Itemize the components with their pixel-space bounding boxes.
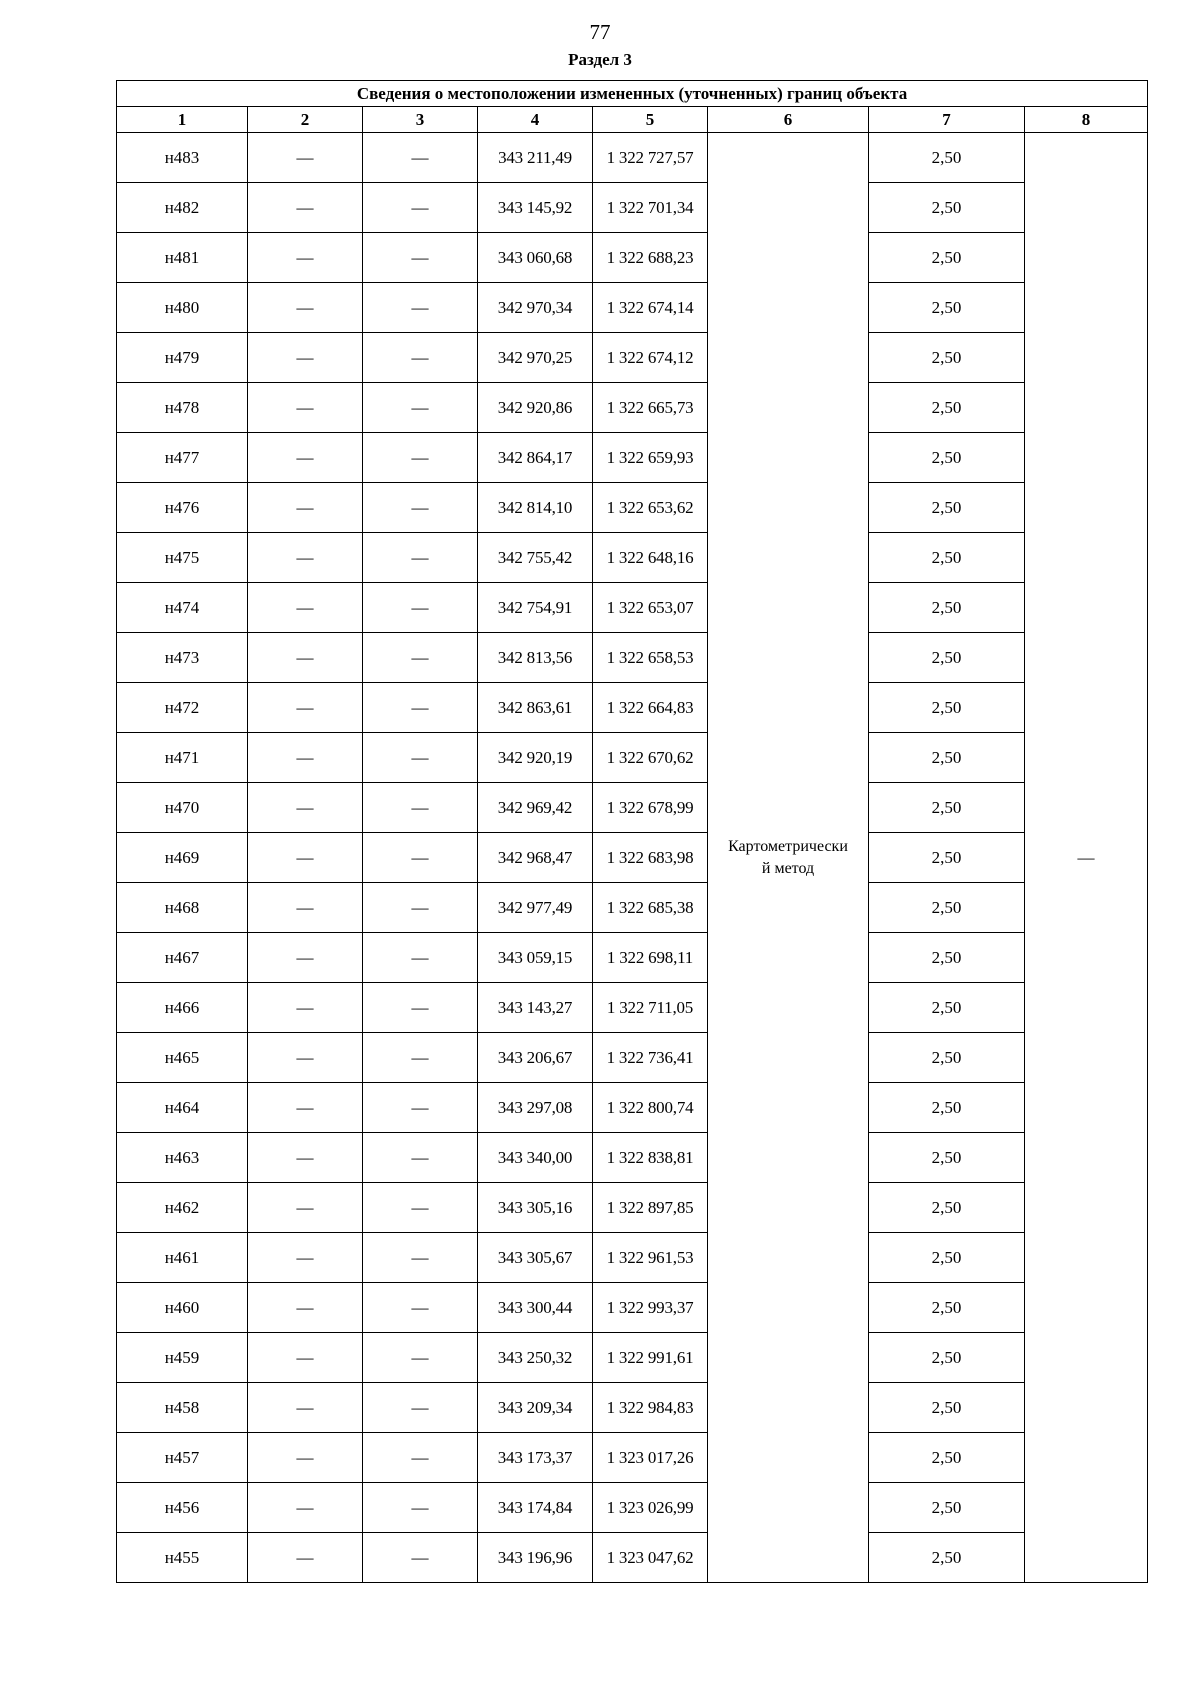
col2-cell: —	[248, 733, 363, 783]
table-row	[117, 883, 1148, 933]
table-row	[117, 1183, 1148, 1233]
page-number: 77	[589, 20, 611, 44]
y-coordinate-cell: 1 322 897,85	[593, 1183, 708, 1233]
x-coordinate-cell: 343 250,32	[478, 1333, 593, 1383]
col2-cell: —	[248, 933, 363, 983]
x-coordinate-cell: 342 970,34	[478, 283, 593, 333]
table-row	[117, 183, 1148, 233]
accuracy-cell: 2,50	[869, 983, 1025, 1033]
point-id-cell: н455	[117, 1533, 248, 1583]
x-coordinate-cell: 343 300,44	[478, 1283, 593, 1333]
y-coordinate-cell: 1 322 800,74	[593, 1083, 708, 1133]
column-number-row	[117, 107, 1148, 133]
col2-cell: —	[248, 1483, 363, 1533]
col2-cell: —	[248, 1233, 363, 1283]
col2-cell: —	[248, 383, 363, 433]
column-number: 8	[1025, 107, 1148, 133]
column-number: 4	[478, 107, 593, 133]
x-coordinate-cell: 343 305,67	[478, 1233, 593, 1283]
method-cell: Картометрически й метод	[708, 133, 869, 1583]
accuracy-cell: 2,50	[869, 433, 1025, 483]
point-id-cell: н483	[117, 133, 248, 183]
accuracy-cell: 2,50	[869, 1383, 1025, 1433]
x-coordinate-cell: 343 340,00	[478, 1133, 593, 1183]
y-coordinate-cell: 1 322 711,05	[593, 983, 708, 1033]
y-coordinate-cell: 1 322 685,38	[593, 883, 708, 933]
col2-cell: —	[248, 1383, 363, 1433]
col3-cell: —	[363, 933, 478, 983]
table-row	[117, 533, 1148, 583]
x-coordinate-cell: 342 813,56	[478, 633, 593, 683]
col3-cell: —	[363, 383, 478, 433]
point-id-cell: н468	[117, 883, 248, 933]
x-coordinate-cell: 343 305,16	[478, 1183, 593, 1233]
col3-cell: —	[363, 1533, 478, 1583]
x-coordinate-cell: 342 814,10	[478, 483, 593, 533]
accuracy-cell: 2,50	[869, 733, 1025, 783]
table-row	[117, 983, 1148, 1033]
accuracy-cell: 2,50	[869, 933, 1025, 983]
table-row	[117, 283, 1148, 333]
col3-cell: —	[363, 1483, 478, 1533]
col2-cell: —	[248, 783, 363, 833]
col2-cell: —	[248, 433, 363, 483]
col2-cell: —	[248, 283, 363, 333]
point-id-cell: н479	[117, 333, 248, 383]
table-row	[117, 583, 1148, 633]
accuracy-cell: 2,50	[869, 633, 1025, 683]
col3-cell: —	[363, 683, 478, 733]
accuracy-cell: 2,50	[869, 1033, 1025, 1083]
accuracy-cell: 2,50	[869, 383, 1025, 433]
col2-cell: —	[248, 1333, 363, 1383]
column-number: 2	[248, 107, 363, 133]
col3-cell: —	[363, 583, 478, 633]
col2-cell: —	[248, 333, 363, 383]
table-caption: Сведения о местоположении измененных (уточненных) границ объекта	[117, 81, 1148, 107]
accuracy-cell: 2,50	[869, 183, 1025, 233]
accuracy-cell: 2,50	[869, 1133, 1025, 1183]
table-row	[117, 833, 1148, 883]
y-coordinate-cell: 1 323 017,26	[593, 1433, 708, 1483]
x-coordinate-cell: 342 755,42	[478, 533, 593, 583]
point-id-cell: н469	[117, 833, 248, 883]
point-id-cell: н482	[117, 183, 248, 233]
y-coordinate-cell: 1 322 658,53	[593, 633, 708, 683]
y-coordinate-cell: 1 322 665,73	[593, 383, 708, 433]
accuracy-cell: 2,50	[869, 533, 1025, 583]
point-id-cell: н480	[117, 283, 248, 333]
column-number: 3	[363, 107, 478, 133]
col2-cell: —	[248, 1283, 363, 1333]
col3-cell: —	[363, 1433, 478, 1483]
col3-cell: —	[363, 1333, 478, 1383]
table-row	[117, 433, 1148, 483]
y-coordinate-cell: 1 322 984,83	[593, 1383, 708, 1433]
col3-cell: —	[363, 433, 478, 483]
x-coordinate-cell: 343 173,37	[478, 1433, 593, 1483]
col3-cell: —	[363, 183, 478, 233]
col2-cell: —	[248, 483, 363, 533]
x-coordinate-cell: 342 864,17	[478, 433, 593, 483]
col2-cell: —	[248, 233, 363, 283]
col2-cell: —	[248, 183, 363, 233]
accuracy-cell: 2,50	[869, 683, 1025, 733]
column-number: 5	[593, 107, 708, 133]
y-coordinate-cell: 1 322 653,07	[593, 583, 708, 633]
y-coordinate-cell: 1 322 993,37	[593, 1283, 708, 1333]
col3-cell: —	[363, 483, 478, 533]
accuracy-cell: 2,50	[869, 1483, 1025, 1533]
col3-cell: —	[363, 1133, 478, 1183]
accuracy-cell: 2,50	[869, 283, 1025, 333]
y-coordinate-cell: 1 322 683,98	[593, 833, 708, 883]
point-id-cell: н478	[117, 383, 248, 433]
point-id-cell: н473	[117, 633, 248, 683]
col2-cell: —	[248, 883, 363, 933]
x-coordinate-cell: 342 920,19	[478, 733, 593, 783]
col2-cell: —	[248, 1183, 363, 1233]
x-coordinate-cell: 342 977,49	[478, 883, 593, 933]
x-coordinate-cell: 343 196,96	[478, 1533, 593, 1583]
x-coordinate-cell: 342 920,86	[478, 383, 593, 433]
point-id-cell: н460	[117, 1283, 248, 1333]
x-coordinate-cell: 343 174,84	[478, 1483, 593, 1533]
point-id-cell: н467	[117, 933, 248, 983]
col3-cell: —	[363, 1233, 478, 1283]
table-row	[117, 1133, 1148, 1183]
table-row	[117, 383, 1148, 433]
x-coordinate-cell: 343 209,34	[478, 1383, 593, 1433]
section-title: Раздел 3	[568, 50, 632, 69]
col2-cell: —	[248, 983, 363, 1033]
x-coordinate-cell: 343 145,92	[478, 183, 593, 233]
point-id-cell: н457	[117, 1433, 248, 1483]
col2-cell: —	[248, 1133, 363, 1183]
col3-cell: —	[363, 633, 478, 683]
col3-cell: —	[363, 1083, 478, 1133]
column-number: 6	[708, 107, 869, 133]
accuracy-cell: 2,50	[869, 833, 1025, 883]
point-id-cell: н466	[117, 983, 248, 1033]
y-coordinate-cell: 1 322 701,34	[593, 183, 708, 233]
y-coordinate-cell: 1 322 698,11	[593, 933, 708, 983]
table-row	[117, 1033, 1148, 1083]
point-id-cell: н458	[117, 1383, 248, 1433]
table-row	[117, 1233, 1148, 1283]
x-coordinate-cell: 343 206,67	[478, 1033, 593, 1083]
accuracy-cell: 2,50	[869, 1233, 1025, 1283]
accuracy-cell: 2,50	[869, 1433, 1025, 1483]
y-coordinate-cell: 1 322 727,57	[593, 133, 708, 183]
y-coordinate-cell: 1 322 670,62	[593, 733, 708, 783]
accuracy-cell: 2,50	[869, 1533, 1025, 1583]
column-number: 1	[117, 107, 248, 133]
table-row	[117, 1383, 1148, 1433]
col3-cell: —	[363, 1183, 478, 1233]
x-coordinate-cell: 343 143,27	[478, 983, 593, 1033]
col2-cell: —	[248, 633, 363, 683]
point-id-cell: н472	[117, 683, 248, 733]
point-id-cell: н476	[117, 483, 248, 533]
accuracy-cell: 2,50	[869, 783, 1025, 833]
table-row	[117, 1283, 1148, 1333]
col3-cell: —	[363, 233, 478, 283]
accuracy-cell: 2,50	[869, 1333, 1025, 1383]
table-row	[117, 333, 1148, 383]
point-id-cell: н459	[117, 1333, 248, 1383]
table-row	[117, 133, 1148, 183]
col2-cell: —	[248, 833, 363, 883]
point-id-cell: н465	[117, 1033, 248, 1083]
y-coordinate-cell: 1 323 047,62	[593, 1533, 708, 1583]
x-coordinate-cell: 342 754,91	[478, 583, 593, 633]
accuracy-cell: 2,50	[869, 333, 1025, 383]
x-coordinate-cell: 342 970,25	[478, 333, 593, 383]
point-id-cell: н471	[117, 733, 248, 783]
col3-cell: —	[363, 833, 478, 883]
point-id-cell: н477	[117, 433, 248, 483]
col3-cell: —	[363, 333, 478, 383]
x-coordinate-cell: 343 060,68	[478, 233, 593, 283]
y-coordinate-cell: 1 322 659,93	[593, 433, 708, 483]
col3-cell: —	[363, 1383, 478, 1433]
x-coordinate-cell: 342 969,42	[478, 783, 593, 833]
y-coordinate-cell: 1 322 674,12	[593, 333, 708, 383]
col2-cell: —	[248, 1533, 363, 1583]
accuracy-cell: 2,50	[869, 133, 1025, 183]
boundary-coordinates-table	[116, 80, 1148, 1583]
table-body	[117, 133, 1148, 1583]
col3-cell: —	[363, 283, 478, 333]
y-coordinate-cell: 1 322 991,61	[593, 1333, 708, 1383]
table-row	[117, 1083, 1148, 1133]
x-coordinate-cell: 343 059,15	[478, 933, 593, 983]
column-number: 7	[869, 107, 1025, 133]
table-row	[117, 233, 1148, 283]
y-coordinate-cell: 1 322 736,41	[593, 1033, 708, 1083]
col2-cell: —	[248, 583, 363, 633]
col3-cell: —	[363, 733, 478, 783]
y-coordinate-cell: 1 322 678,99	[593, 783, 708, 833]
y-coordinate-cell: 1 323 026,99	[593, 1483, 708, 1533]
y-coordinate-cell: 1 322 664,83	[593, 683, 708, 733]
point-id-cell: н463	[117, 1133, 248, 1183]
col2-cell: —	[248, 1033, 363, 1083]
y-coordinate-cell: 1 322 674,14	[593, 283, 708, 333]
col3-cell: —	[363, 783, 478, 833]
col2-cell: —	[248, 533, 363, 583]
point-id-cell: н481	[117, 233, 248, 283]
table-row	[117, 1533, 1148, 1583]
y-coordinate-cell: 1 322 648,16	[593, 533, 708, 583]
y-coordinate-cell: 1 322 838,81	[593, 1133, 708, 1183]
table-row	[117, 633, 1148, 683]
x-coordinate-cell: 342 863,61	[478, 683, 593, 733]
accuracy-cell: 2,50	[869, 883, 1025, 933]
col3-cell: —	[363, 1033, 478, 1083]
table-row	[117, 1483, 1148, 1533]
x-coordinate-cell: 343 297,08	[478, 1083, 593, 1133]
y-coordinate-cell: 1 322 961,53	[593, 1233, 708, 1283]
point-id-cell: н474	[117, 583, 248, 633]
table-row	[117, 1433, 1148, 1483]
table-row	[117, 783, 1148, 833]
table-row	[117, 933, 1148, 983]
point-id-cell: н475	[117, 533, 248, 583]
col3-cell: —	[363, 133, 478, 183]
col8-cell: —	[1025, 133, 1148, 1583]
col3-cell: —	[363, 1283, 478, 1333]
accuracy-cell: 2,50	[869, 483, 1025, 533]
y-coordinate-cell: 1 322 688,23	[593, 233, 708, 283]
col3-cell: —	[363, 983, 478, 1033]
table-row	[117, 1333, 1148, 1383]
point-id-cell: н462	[117, 1183, 248, 1233]
x-coordinate-cell: 342 968,47	[478, 833, 593, 883]
col3-cell: —	[363, 883, 478, 933]
col2-cell: —	[248, 1433, 363, 1483]
accuracy-cell: 2,50	[869, 1083, 1025, 1133]
y-coordinate-cell: 1 322 653,62	[593, 483, 708, 533]
accuracy-cell: 2,50	[869, 583, 1025, 633]
point-id-cell: н456	[117, 1483, 248, 1533]
accuracy-cell: 2,50	[869, 1283, 1025, 1333]
col3-cell: —	[363, 533, 478, 583]
accuracy-cell: 2,50	[869, 1183, 1025, 1233]
table-row	[117, 483, 1148, 533]
point-id-cell: н464	[117, 1083, 248, 1133]
x-coordinate-cell: 343 211,49	[478, 133, 593, 183]
accuracy-cell: 2,50	[869, 233, 1025, 283]
table-row	[117, 683, 1148, 733]
point-id-cell: н461	[117, 1233, 248, 1283]
col2-cell: —	[248, 133, 363, 183]
table-row	[117, 733, 1148, 783]
col2-cell: —	[248, 683, 363, 733]
col2-cell: —	[248, 1083, 363, 1133]
point-id-cell: н470	[117, 783, 248, 833]
